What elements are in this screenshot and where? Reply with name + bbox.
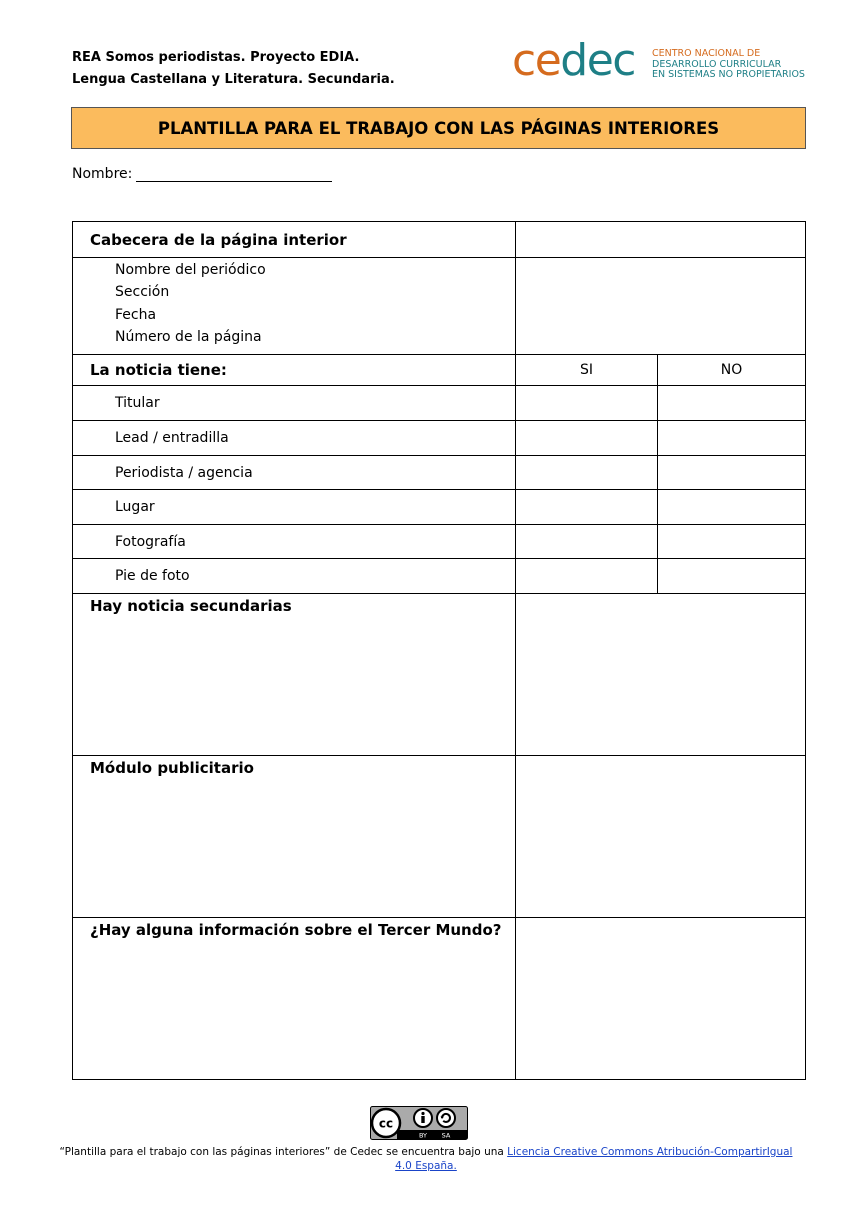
cabecera-heading: Cabecera de la página interior [73, 222, 516, 258]
no-checkbox-cell[interactable] [658, 456, 806, 490]
license-link[interactable]: Licencia Creative Commons Atribución-CompartirIgual 4.0 España. [395, 1146, 793, 1172]
page-title: PLANTILLA PARA EL TRABAJO CON LAS PÁGINAS INTERIORES [71, 107, 806, 149]
cedec-logo [512, 35, 812, 88]
cabecera-items-answer-cell[interactable] [516, 258, 806, 355]
logo-subtitle [652, 49, 805, 81]
si-checkbox-cell[interactable] [516, 456, 658, 490]
si-checkbox-cell[interactable] [516, 525, 658, 559]
noticia-row-label: Fotografía [73, 525, 516, 559]
cc-by-sa-badge[interactable] [370, 1106, 468, 1140]
si-checkbox-cell[interactable] [516, 559, 658, 594]
no-checkbox-cell[interactable] [658, 525, 806, 559]
publicitario-answer-cell[interactable] [516, 756, 806, 918]
logo-sub-line-3: EN SISTEMAS NO PROPIETARIOS [652, 69, 805, 80]
license-text: “Plantilla para el trabajo con las páginas interiores” de Cedec se encuentra bajo una [59, 1146, 508, 1158]
si-checkbox-cell[interactable] [516, 421, 658, 456]
logo-sub-line-2: DESARROLLO CURRICULAR [652, 58, 782, 70]
logo-sub-line-1: CENTRO NACIONAL DE [652, 48, 761, 59]
cabecera-item: Nombre del periódico [115, 262, 266, 278]
si-checkbox-cell[interactable] [516, 386, 658, 421]
noticia-row-label: Pie de foto [73, 559, 516, 594]
no-checkbox-cell[interactable] [658, 559, 806, 594]
document-header [72, 47, 395, 91]
no-checkbox-cell[interactable] [658, 421, 806, 456]
svg-text:cc: cc [378, 1116, 394, 1131]
nombre-blank-line[interactable] [136, 167, 332, 182]
license-footer [52, 1145, 800, 1173]
no-checkbox-cell[interactable] [658, 386, 806, 421]
noticia-row-label: Periodista / agencia [73, 456, 516, 490]
tercer-mundo-heading: ¿Hay alguna información sobre el Tercer Mundo? [73, 918, 516, 1080]
nombre-label: Nombre: [72, 166, 133, 182]
cabecera-item: Fecha [115, 306, 157, 323]
noticia-heading: La noticia tiene: [73, 355, 516, 386]
col-no-header: NO [658, 355, 806, 386]
cabecera-items [73, 258, 516, 355]
cabecera-answer-cell[interactable] [516, 222, 806, 258]
no-checkbox-cell[interactable] [658, 490, 806, 525]
si-checkbox-cell[interactable] [516, 490, 658, 525]
nombre-field[interactable] [72, 166, 332, 182]
header-line-1: REA Somos periodistas. Proyecto EDIA. [72, 50, 360, 65]
logo-word-part1: ce [512, 35, 561, 86]
secundarias-heading: Hay noticia secundarias [73, 594, 516, 756]
logo-word-part2: dec [560, 35, 635, 86]
header-line-2: Lengua Castellana y Literatura. Secundaria. [72, 72, 395, 87]
cc-by-label: BY [418, 1131, 428, 1140]
noticia-row-label: Lugar [73, 490, 516, 525]
tercer-mundo-answer-cell[interactable] [516, 918, 806, 1080]
noticia-row-label: Titular [73, 386, 516, 421]
publicitario-heading: Módulo publicitario [73, 756, 516, 918]
cc-sa-label: SA [441, 1131, 451, 1140]
noticia-row-label: Lead / entradilla [73, 421, 516, 456]
secundarias-answer-cell[interactable] [516, 594, 806, 756]
cabecera-item: Número de la página [115, 328, 262, 345]
col-si-header: SI [516, 355, 658, 386]
worksheet-table [72, 221, 806, 1080]
cabecera-item: Sección [115, 284, 170, 301]
